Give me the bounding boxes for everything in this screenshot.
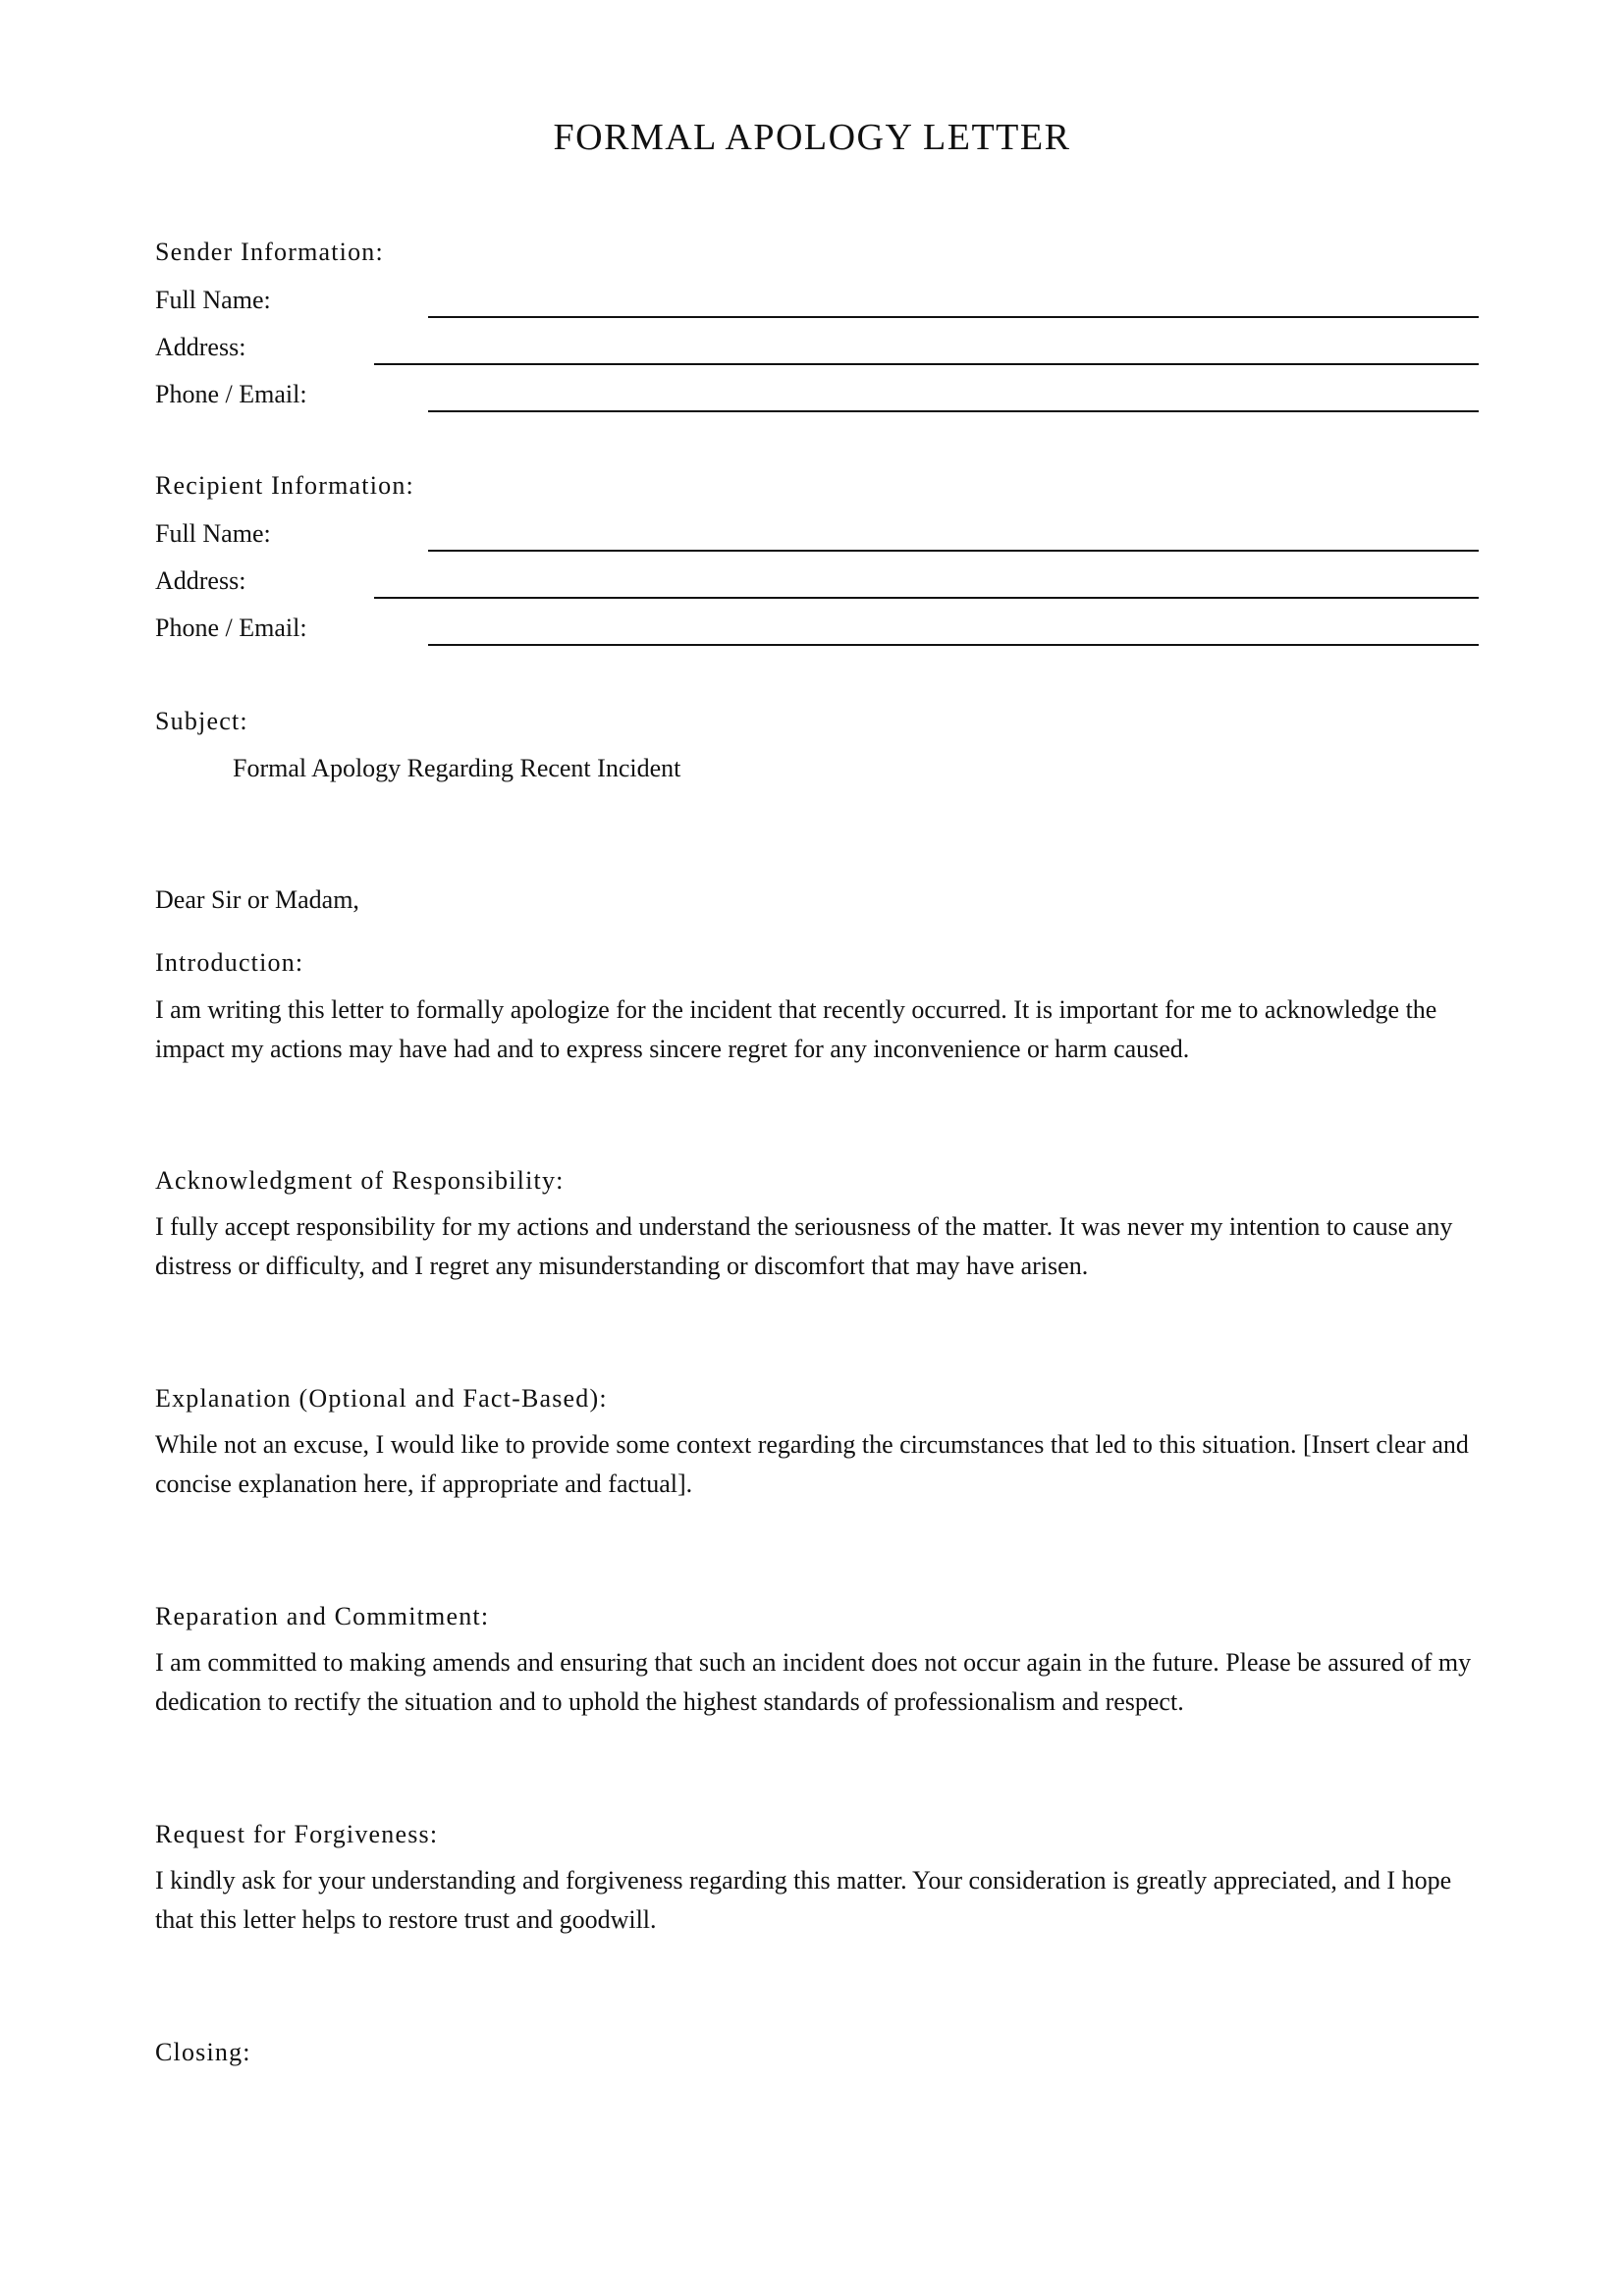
- acknowledgment-body: I fully accept responsibility for my actions and understand the seriousness of the matter. It was never my intention to cause any distress or difficulty, and I regret any misunderstanding or discomfort that may have arisen.: [155, 1212, 1453, 1280]
- subject-heading: Subject:: [155, 707, 248, 735]
- sender-address-field[interactable]: [374, 363, 1479, 365]
- sender-phone-email-field[interactable]: [428, 410, 1479, 412]
- sender-address-label: Address:: [155, 333, 246, 361]
- subject-value: Formal Apology Regarding Recent Incident: [233, 754, 681, 782]
- reparation-heading: Reparation and Commitment:: [155, 1602, 490, 1630]
- acknowledgment-heading: Acknowledgment of Responsibility:: [155, 1166, 565, 1195]
- document-title: FORMAL APOLOGY LETTER: [553, 117, 1071, 158]
- explanation-body: While not an excuse, I would like to provide some context regarding the circumstances that led to this situation. [Insert clear and concise explanation here, if appropriate and factual].: [155, 1430, 1469, 1498]
- forgiveness-heading: Request for Forgiveness:: [155, 1820, 439, 1848]
- recipient-full-name-label: Full Name:: [155, 519, 271, 548]
- introduction-heading: Introduction:: [155, 948, 304, 977]
- salutation: Dear Sir or Madam,: [155, 885, 359, 914]
- forgiveness-body: I kindly ask for your understanding and forgiveness regarding this matter. Your consideration is greatly appreciated, and I hope that this letter helps to restore trust and goodwill.: [155, 1866, 1452, 1934]
- recipient-heading: Recipient Information:: [155, 471, 414, 500]
- recipient-full-name-field[interactable]: [428, 550, 1479, 552]
- explanation-heading: Explanation (Optional and Fact-Based):: [155, 1384, 608, 1413]
- sender-phone-email-label: Phone / Email:: [155, 380, 307, 408]
- sender-heading: Sender Information:: [155, 238, 384, 266]
- closing-heading: Closing:: [155, 2038, 251, 2066]
- sender-full-name-field[interactable]: [428, 316, 1479, 318]
- recipient-address-field[interactable]: [374, 597, 1479, 599]
- sender-full-name-label: Full Name:: [155, 286, 271, 314]
- recipient-phone-email-label: Phone / Email:: [155, 614, 307, 642]
- introduction-body: I am writing this letter to formally apologize for the incident that recently occurred. It is important for me to acknowledge the impact my actions may have had and to express sincere regret for any inconvenience or harm caused.: [155, 995, 1437, 1063]
- recipient-address-label: Address:: [155, 566, 246, 595]
- recipient-phone-email-field[interactable]: [428, 644, 1479, 646]
- reparation-body: I am committed to making amends and ensuring that such an incident does not occur again in the future. Please be assured of my dedication to rectify the situation and to uphold the highest standards of professionalism and respect.: [155, 1648, 1472, 1716]
